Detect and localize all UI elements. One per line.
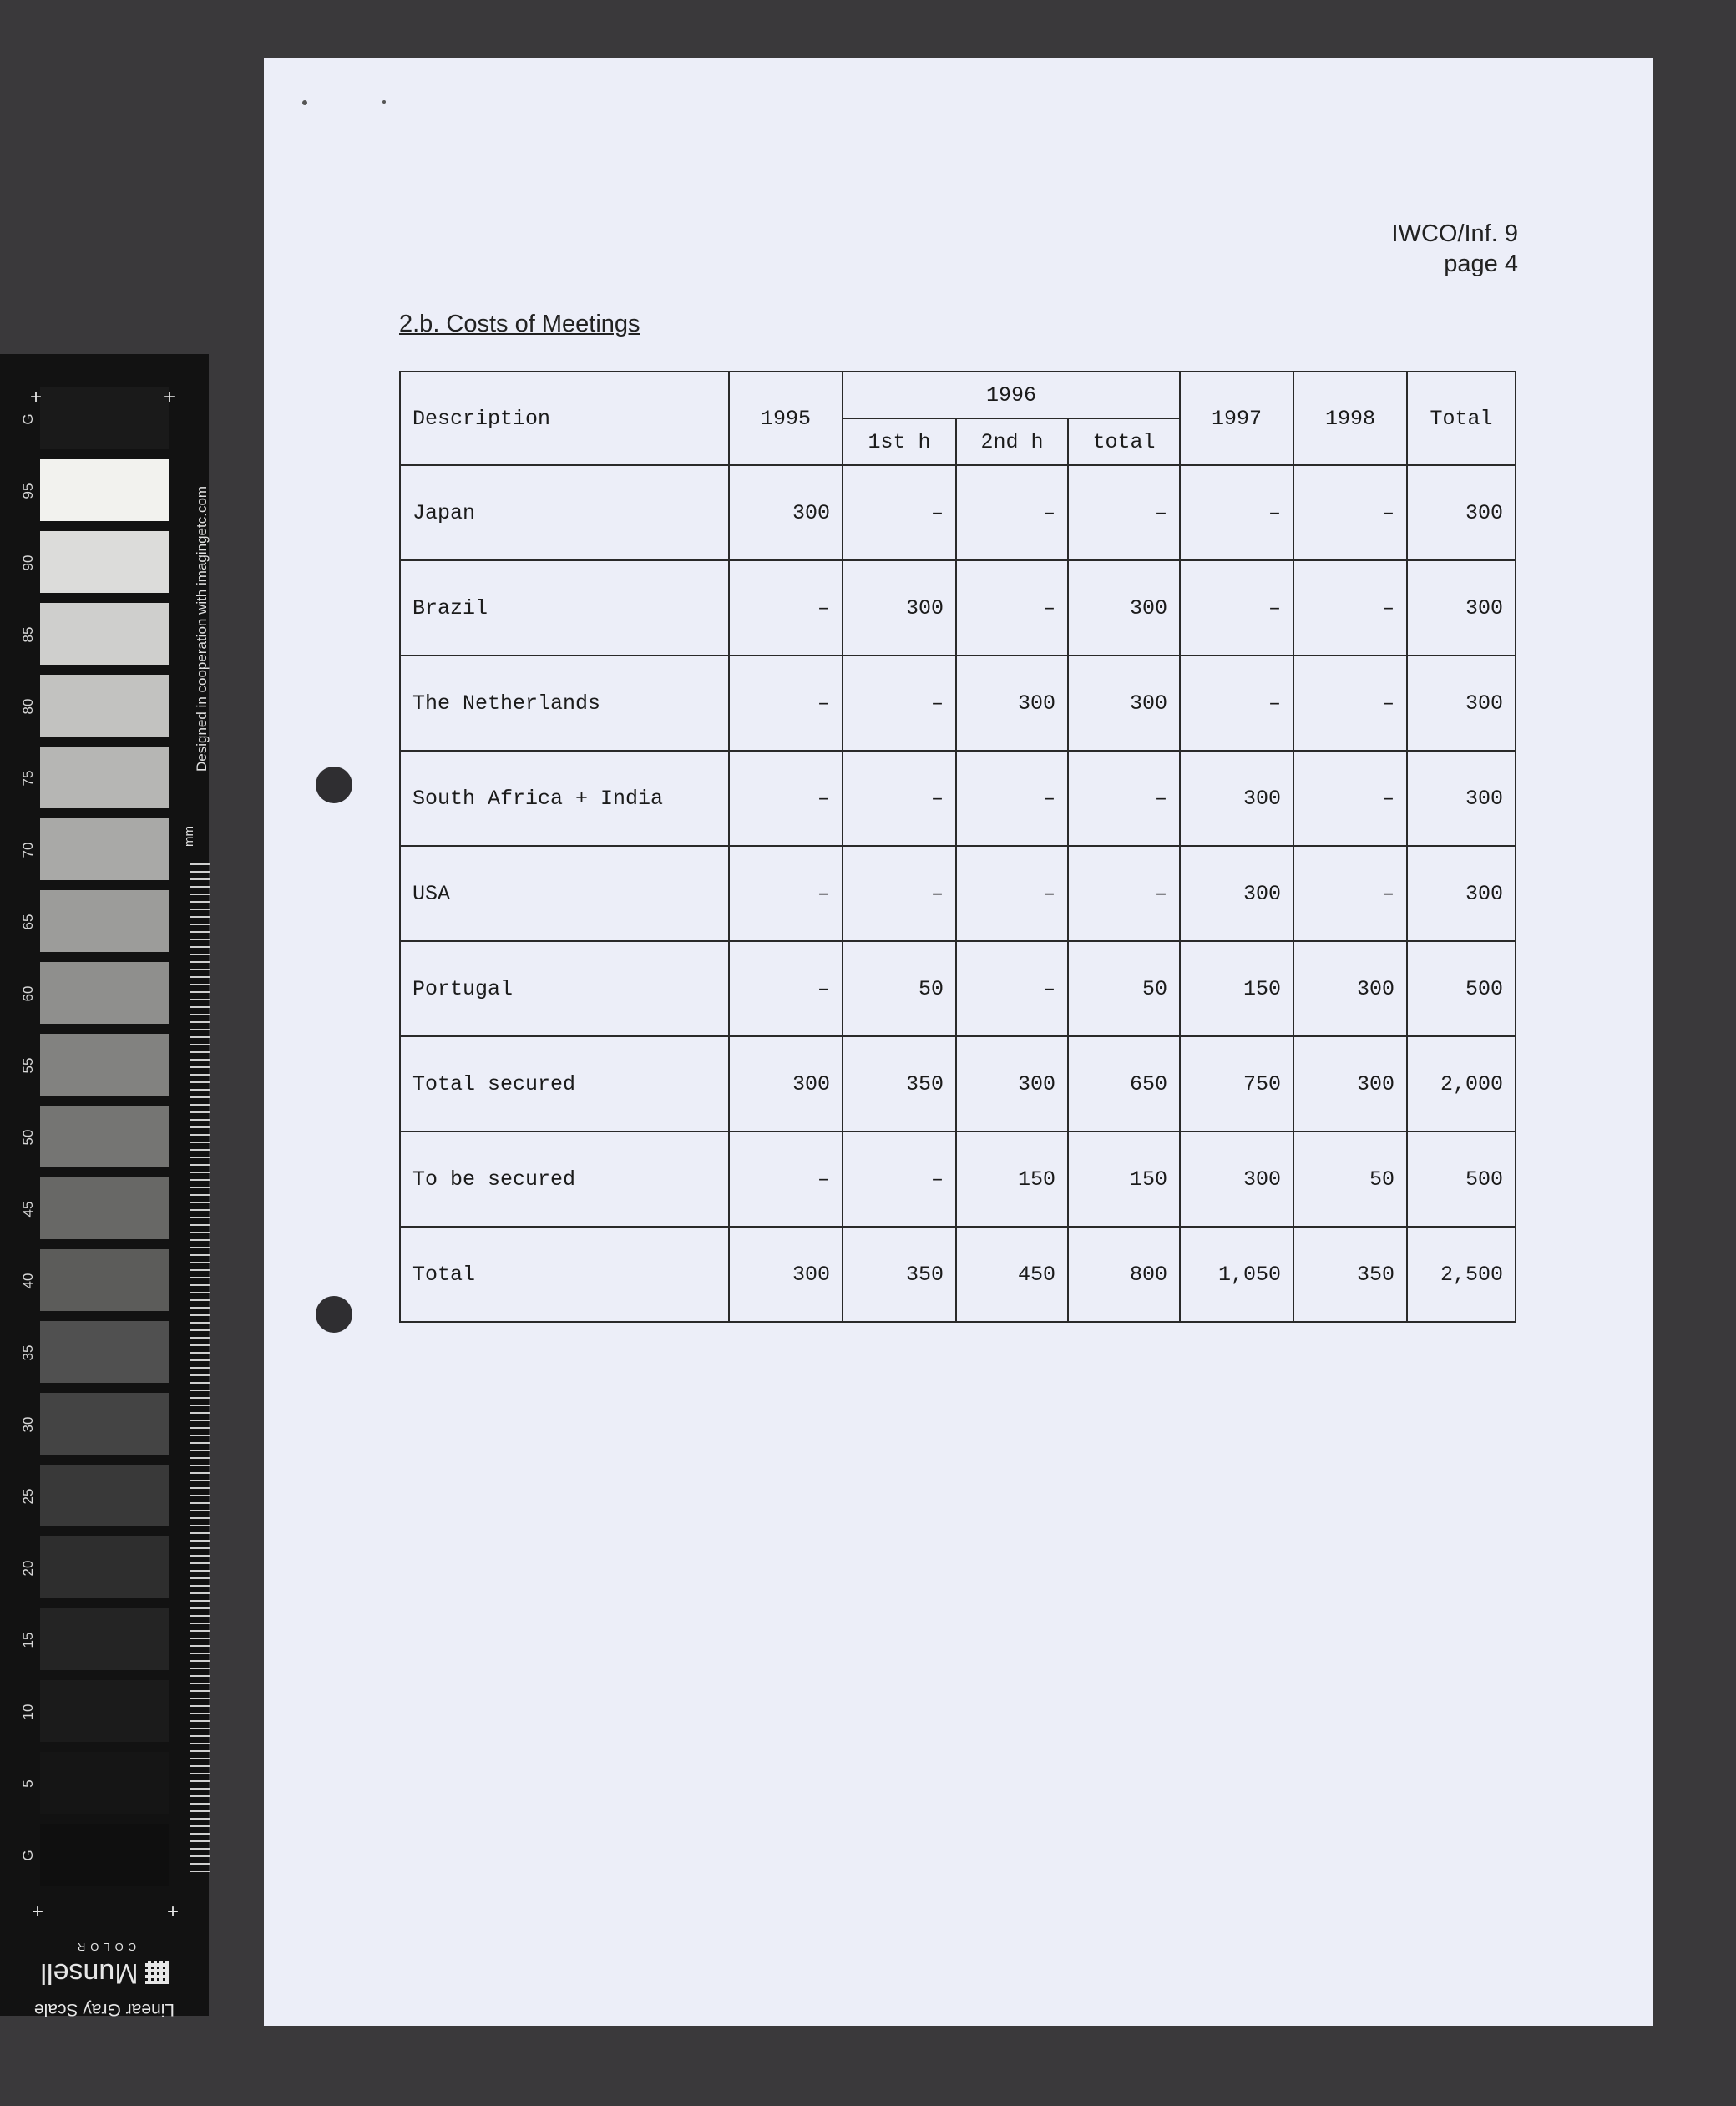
table-row (400, 941, 1516, 1036)
row-description: South Africa + India (400, 751, 729, 846)
plus-mark-top-left: + (30, 386, 43, 408)
table-cell: – (956, 560, 1068, 656)
section-title: 2.b. Costs of Meetings (399, 311, 640, 337)
scale-number: 40 (20, 1273, 36, 1289)
table-row (400, 846, 1516, 941)
table-row (400, 465, 1516, 560)
table-row (400, 560, 1516, 656)
mm-ruler (190, 863, 210, 1874)
table-cell: – (729, 560, 843, 656)
row-description: Portugal (400, 941, 729, 1036)
scale-number: 30 (20, 1416, 36, 1433)
table-header (400, 372, 1516, 465)
table-cell: 450 (956, 1227, 1068, 1322)
table-cell: – (843, 751, 956, 846)
scale-number: 20 (20, 1560, 36, 1577)
table-cell: 300 (1293, 1036, 1407, 1131)
table-cell: 50 (1293, 1131, 1407, 1227)
gray-swatch (40, 1393, 169, 1455)
gray-swatch (40, 818, 169, 880)
table-cell: – (1293, 560, 1407, 656)
table-cell: 650 (1068, 1036, 1180, 1131)
table-cell: 300 (956, 656, 1068, 751)
table-cell: 50 (843, 941, 956, 1036)
table-cell: 500 (1407, 941, 1516, 1036)
speck-mark (302, 100, 307, 105)
table-cell: 300 (729, 1036, 843, 1131)
gray-swatch (40, 603, 169, 665)
scale-number: G (20, 1850, 36, 1861)
scale-number: 25 (20, 1488, 36, 1505)
scale-number: 5 (20, 1779, 36, 1788)
table-cell: 500 (1407, 1131, 1516, 1227)
scale-number: 80 (20, 698, 36, 715)
scale-number: 35 (20, 1344, 36, 1361)
scale-number: 15 (20, 1632, 36, 1648)
table-cell: – (956, 941, 1068, 1036)
gray-swatch (40, 962, 169, 1024)
table-cell: – (843, 1131, 956, 1227)
header-1996-second-half: 2nd h (956, 418, 1068, 465)
table-cell: – (729, 1131, 843, 1227)
table-cell: 150 (1068, 1131, 1180, 1227)
table-cell: – (843, 656, 956, 751)
table-cell: 150 (956, 1131, 1068, 1227)
scale-number: 90 (20, 554, 36, 571)
table-cell: – (1293, 465, 1407, 560)
table-cell: – (956, 751, 1068, 846)
gray-swatch (40, 387, 169, 449)
table-cell: 300 (1407, 656, 1516, 751)
scale-number: 65 (20, 914, 36, 930)
scale-number: 85 (20, 626, 36, 643)
munsell-logo-icon (145, 1962, 169, 1985)
row-description: The Netherlands (400, 656, 729, 751)
table-cell: – (1180, 560, 1293, 656)
table-cell: 300 (1407, 751, 1516, 846)
table-cell: 350 (843, 1036, 956, 1131)
table-cell: 50 (1068, 941, 1180, 1036)
doc-ref-code: IWCO/Inf. 9 (1391, 220, 1518, 247)
header-1998: 1998 (1293, 372, 1407, 465)
table-cell: – (1293, 846, 1407, 941)
table-cell: – (1293, 751, 1407, 846)
scale-name: Linear Gray Scale (33, 2000, 175, 2019)
table-cell: – (843, 846, 956, 941)
table-cell: – (729, 656, 843, 751)
table-cell: – (1180, 465, 1293, 560)
table-row (400, 1036, 1516, 1131)
plus-mark-bottom-left: + (32, 1901, 44, 1923)
table-cell: 300 (1180, 846, 1293, 941)
row-description: Japan (400, 465, 729, 560)
table-cell: – (956, 846, 1068, 941)
table-row (400, 1227, 1516, 1322)
table-cell: – (729, 751, 843, 846)
table-cell: 150 (1180, 941, 1293, 1036)
gray-swatch (40, 459, 169, 521)
table-cell: – (729, 846, 843, 941)
header-1996-total: total (1068, 418, 1180, 465)
punch-hole (316, 1296, 352, 1333)
gray-swatch (40, 890, 169, 952)
table-cell: 750 (1180, 1036, 1293, 1131)
header-1995: 1995 (729, 372, 843, 465)
scale-number: 50 (20, 1129, 36, 1146)
speck-mark (382, 100, 386, 104)
table-cell: 300 (1407, 846, 1516, 941)
scale-number: 70 (20, 842, 36, 858)
card-credit: Designed in cooperation with imagingetc.com (194, 485, 210, 772)
table-cell: – (843, 465, 956, 560)
header-1996-first-half: 1st h (843, 418, 956, 465)
gray-swatches (40, 387, 170, 1896)
gray-swatch (40, 1680, 169, 1742)
gray-swatch (40, 1321, 169, 1383)
header-total: Total (1407, 372, 1516, 465)
meeting-costs-table (399, 371, 1516, 1323)
brand-sub: COLOR (72, 1941, 137, 1953)
brand-name: Munsell (40, 1957, 139, 1989)
table-row (400, 751, 1516, 846)
document-page (264, 58, 1653, 2026)
page-number: page 4 (1444, 251, 1518, 277)
table-row (400, 656, 1516, 751)
table-cell: 300 (1180, 751, 1293, 846)
gray-swatch (40, 1106, 169, 1167)
table-cell: 300 (1068, 560, 1180, 656)
table-cell: 2,000 (1407, 1036, 1516, 1131)
table-cell: 300 (729, 465, 843, 560)
table-cell: 350 (843, 1227, 956, 1322)
header-description: Description (400, 372, 729, 465)
gray-scale-card (0, 354, 210, 2019)
gray-swatch (40, 747, 169, 808)
table-cell: 1,050 (1180, 1227, 1293, 1322)
gray-swatch (40, 1752, 169, 1814)
table-cell: 300 (1407, 560, 1516, 656)
gray-swatch (40, 531, 169, 593)
table-cell: 2,500 (1407, 1227, 1516, 1322)
plus-mark-bottom-right: + (167, 1901, 180, 1923)
table-body (400, 465, 1516, 1322)
gray-swatch (40, 1249, 169, 1311)
gray-swatch (40, 1034, 169, 1096)
table-cell: – (1180, 656, 1293, 751)
gray-swatch (40, 1465, 169, 1526)
punch-hole (316, 767, 352, 803)
scale-number: 10 (20, 1704, 36, 1720)
scale-number: 60 (20, 985, 36, 1002)
gray-swatch (40, 1536, 169, 1598)
table-cell: 300 (843, 560, 956, 656)
row-description: Total secured (400, 1036, 729, 1131)
table-cell: – (956, 465, 1068, 560)
scale-number: 55 (20, 1057, 36, 1074)
table-cell: – (1068, 751, 1180, 846)
table-cell: 800 (1068, 1227, 1180, 1322)
row-description: Total (400, 1227, 729, 1322)
table-cell: – (1068, 465, 1180, 560)
scale-number: G (20, 413, 36, 425)
document-reference (1392, 219, 1518, 279)
table-cell: 300 (1068, 656, 1180, 751)
row-description: Brazil (400, 560, 729, 656)
gray-swatch (40, 1177, 169, 1239)
header-1997: 1997 (1180, 372, 1293, 465)
table-cell: – (1068, 846, 1180, 941)
scale-number: 95 (20, 483, 36, 499)
plus-mark-top-right: + (164, 386, 176, 408)
scale-number: 45 (20, 1201, 36, 1218)
table-cell: – (1293, 656, 1407, 751)
munsell-brand (33, 1941, 175, 2019)
scale-number: 75 (20, 770, 36, 787)
header-1996: 1996 (843, 372, 1180, 418)
gray-swatch (40, 1824, 169, 1886)
table-cell: 300 (729, 1227, 843, 1322)
table-cell: – (729, 941, 843, 1036)
row-description: USA (400, 846, 729, 941)
gray-swatch (40, 1608, 169, 1670)
row-description: To be secured (400, 1131, 729, 1227)
table-cell: 300 (1407, 465, 1516, 560)
table-cell: 300 (1293, 941, 1407, 1036)
table-cell: 350 (1293, 1227, 1407, 1322)
table-cell: 300 (956, 1036, 1068, 1131)
gray-swatch (40, 675, 169, 737)
table-cell: 300 (1180, 1131, 1293, 1227)
ruler-unit-label: mm (182, 826, 196, 847)
table-row (400, 1131, 1516, 1227)
